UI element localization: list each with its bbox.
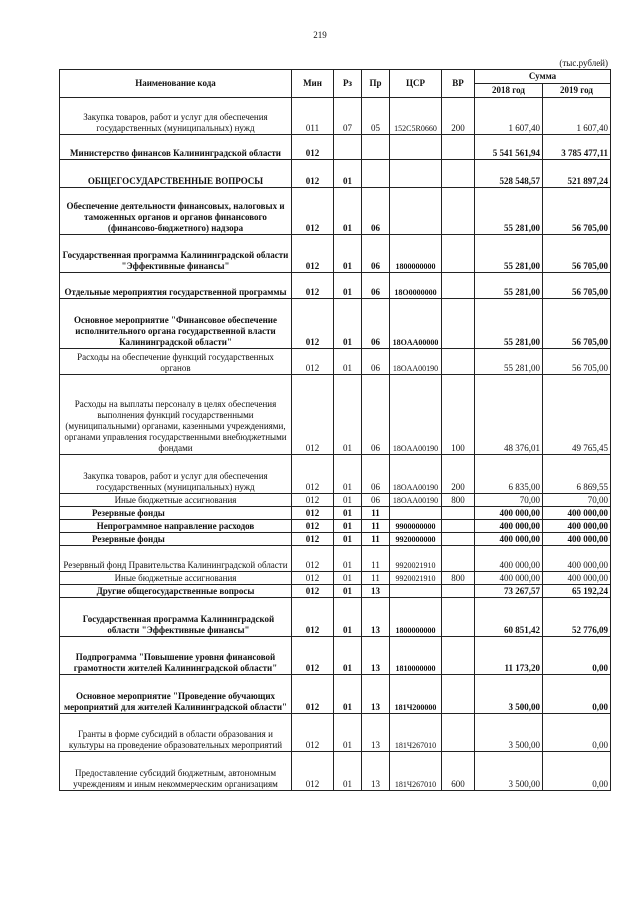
row-min: 012	[292, 299, 334, 349]
row-2019: 49 765,45	[543, 375, 611, 455]
row-name: Закупка товаров, работ и услуг для обеспечения государственных (муниципальных) нужд	[60, 98, 292, 135]
table-row	[60, 235, 611, 273]
row-min: 012	[292, 714, 334, 752]
row-2018: 400 000,00	[475, 520, 543, 533]
row-name: Непрограммное направление расходов	[60, 520, 292, 533]
row-2018: 3 500,00	[475, 752, 543, 791]
row-2019: 3 785 477,11	[543, 135, 611, 160]
row-min: 012	[292, 752, 334, 791]
row-2019: 400 000,00	[543, 546, 611, 572]
row-csr: 181Ч267010	[390, 752, 442, 791]
row-rz: 01	[334, 235, 362, 273]
row-name: Отдельные мероприятия государственной программы	[60, 273, 292, 299]
row-rz: 01	[334, 546, 362, 572]
row-csr: 9900000000	[390, 520, 442, 533]
table-row	[60, 135, 611, 160]
units-note: (тыс.рублей)	[559, 58, 608, 68]
row-csr: 1810000000	[390, 637, 442, 675]
row-vr: 600	[442, 752, 475, 791]
row-2018: 73 267,57	[475, 585, 543, 598]
row-pr: 13	[362, 598, 390, 637]
row-vr: 100	[442, 375, 475, 455]
row-rz: 01	[334, 520, 362, 533]
row-vr	[442, 714, 475, 752]
row-rz: 01	[334, 375, 362, 455]
row-2018: 55 281,00	[475, 299, 543, 349]
row-csr: 18OAA00190	[390, 375, 442, 455]
row-csr: 181Ч267010	[390, 714, 442, 752]
table-row	[60, 637, 611, 675]
row-pr: 13	[362, 637, 390, 675]
row-min: 012	[292, 546, 334, 572]
table-row	[60, 752, 611, 791]
table-row	[60, 455, 611, 494]
row-rz: 01	[334, 494, 362, 507]
row-pr: 06	[362, 299, 390, 349]
row-name: Расходы на обеспечение функций государственных органов	[60, 349, 292, 375]
row-csr: 1800000000	[390, 598, 442, 637]
row-pr: 06	[362, 273, 390, 299]
header-2019: 2019 год	[543, 84, 611, 98]
row-2018: 1 607,40	[475, 98, 543, 135]
row-2019: 56 705,00	[543, 188, 611, 235]
table-row	[60, 349, 611, 375]
row-min: 012	[292, 520, 334, 533]
row-2019: 56 705,00	[543, 349, 611, 375]
row-csr: 9920021910	[390, 546, 442, 572]
row-vr	[442, 349, 475, 375]
row-2019: 70,00	[543, 494, 611, 507]
row-csr: 152C5R0660	[390, 98, 442, 135]
row-rz: 01	[334, 598, 362, 637]
header-csr: ЦСР	[390, 70, 442, 98]
header-row	[60, 70, 611, 84]
budget-table	[59, 69, 611, 791]
row-2019: 56 705,00	[543, 235, 611, 273]
row-rz: 01	[334, 349, 362, 375]
row-csr: 18OAA00190	[390, 349, 442, 375]
row-rz: 01	[334, 752, 362, 791]
table-row	[60, 98, 611, 135]
row-csr	[390, 160, 442, 188]
row-csr	[390, 507, 442, 520]
table-row	[60, 188, 611, 235]
row-rz: 01	[334, 637, 362, 675]
row-2019: 400 000,00	[543, 572, 611, 585]
table-row	[60, 714, 611, 752]
header-sum: Сумма	[475, 70, 611, 84]
row-2018: 5 541 561,94	[475, 135, 543, 160]
row-vr	[442, 235, 475, 273]
row-pr: 06	[362, 235, 390, 273]
row-rz	[334, 135, 362, 160]
row-name: Гранты в форме субсидий в области образования и культуры на проведение образовательных мероприятий	[60, 714, 292, 752]
row-min: 012	[292, 585, 334, 598]
row-pr: 11	[362, 533, 390, 546]
row-name: Закупка товаров, работ и услуг для обеспечения государственных (муниципальных) нужд	[60, 455, 292, 494]
row-csr: 1800000000	[390, 235, 442, 273]
header-pr: Пр	[362, 70, 390, 98]
row-csr: 18O0000000	[390, 273, 442, 299]
row-name: Расходы на выплаты персоналу в целях обеспечения выполнения функций государственными (муниципальными) органами, казенными учреждениями, органами управления государственными внебюджетными фондами	[60, 375, 292, 455]
row-name: Резервные фонды	[60, 533, 292, 546]
row-name: ОБЩЕГОСУДАРСТВЕННЫЕ ВОПРОСЫ	[60, 160, 292, 188]
header-vr: ВР	[442, 70, 475, 98]
row-name: Резервный фонд Правительства Калининградской области	[60, 546, 292, 572]
row-name: Резервные фонды	[60, 507, 292, 520]
row-2019: 400 000,00	[543, 533, 611, 546]
row-rz: 01	[334, 188, 362, 235]
row-2018: 55 281,00	[475, 188, 543, 235]
row-2019: 52 776,09	[543, 598, 611, 637]
row-csr: 181Ч200000	[390, 675, 442, 714]
row-name: Обеспечение деятельности финансовых, налоговых и таможенных органов и органов финансового (финансово-бюджетного) надзора	[60, 188, 292, 235]
row-csr	[390, 188, 442, 235]
row-min: 012	[292, 494, 334, 507]
row-vr: 800	[442, 572, 475, 585]
row-pr: 13	[362, 714, 390, 752]
header-2018: 2018 год	[475, 84, 543, 98]
row-2018: 400 000,00	[475, 546, 543, 572]
row-pr: 06	[362, 455, 390, 494]
row-rz: 01	[334, 507, 362, 520]
row-2018: 55 281,00	[475, 273, 543, 299]
row-min: 012	[292, 188, 334, 235]
row-2019: 56 705,00	[543, 273, 611, 299]
row-min: 012	[292, 507, 334, 520]
table-row	[60, 585, 611, 598]
row-csr: 9920021910	[390, 572, 442, 585]
table-row	[60, 520, 611, 533]
row-2018: 55 281,00	[475, 349, 543, 375]
row-vr	[442, 585, 475, 598]
row-pr: 11	[362, 546, 390, 572]
row-name: Основное мероприятие "Проведение обучающих мероприятий для жителей Калининградской области"	[60, 675, 292, 714]
row-rz: 01	[334, 675, 362, 714]
row-vr	[442, 675, 475, 714]
row-vr	[442, 299, 475, 349]
row-pr: 11	[362, 507, 390, 520]
row-vr	[442, 546, 475, 572]
row-2019: 65 192,24	[543, 585, 611, 598]
row-min: 012	[292, 598, 334, 637]
row-min: 012	[292, 375, 334, 455]
row-vr: 200	[442, 455, 475, 494]
row-pr: 06	[362, 494, 390, 507]
row-vr	[442, 533, 475, 546]
row-vr	[442, 273, 475, 299]
row-2018: 70,00	[475, 494, 543, 507]
header-rz: Рз	[334, 70, 362, 98]
row-vr	[442, 160, 475, 188]
row-rz: 01	[334, 572, 362, 585]
row-2019: 56 705,00	[543, 299, 611, 349]
row-vr	[442, 520, 475, 533]
table-row	[60, 273, 611, 299]
row-2018: 55 281,00	[475, 235, 543, 273]
row-pr	[362, 135, 390, 160]
row-min: 012	[292, 160, 334, 188]
table-row	[60, 546, 611, 572]
row-rz: 01	[334, 160, 362, 188]
row-2019: 400 000,00	[543, 507, 611, 520]
row-2018: 528 548,57	[475, 160, 543, 188]
row-name: Другие общегосударственные вопросы	[60, 585, 292, 598]
row-pr: 06	[362, 349, 390, 375]
header-name: Наименование кода	[60, 70, 292, 98]
row-2018: 400 000,00	[475, 533, 543, 546]
row-rz: 01	[334, 455, 362, 494]
row-vr	[442, 188, 475, 235]
page-number: 219	[313, 30, 327, 40]
row-vr: 800	[442, 494, 475, 507]
row-csr	[390, 585, 442, 598]
row-min: 012	[292, 572, 334, 585]
table-row	[60, 533, 611, 546]
row-min: 012	[292, 637, 334, 675]
row-csr	[390, 135, 442, 160]
row-vr: 200	[442, 98, 475, 135]
row-2019: 0,00	[543, 637, 611, 675]
row-2018: 11 173,20	[475, 637, 543, 675]
row-pr: 06	[362, 375, 390, 455]
row-name: Государственная программа Калининградской области "Эффективные финансы"	[60, 235, 292, 273]
row-rz: 01	[334, 714, 362, 752]
table-row	[60, 598, 611, 637]
row-pr: 06	[362, 188, 390, 235]
row-2018: 48 376,01	[475, 375, 543, 455]
row-name: Иные бюджетные ассигнования	[60, 494, 292, 507]
row-min: 012	[292, 455, 334, 494]
row-2019: 521 897,24	[543, 160, 611, 188]
row-2019: 0,00	[543, 752, 611, 791]
row-2018: 3 500,00	[475, 675, 543, 714]
row-name: Предоставление субсидий бюджетным, автономным учреждениям и иным некоммерческим организациям	[60, 752, 292, 791]
row-2019: 6 869,55	[543, 455, 611, 494]
row-2018: 60 851,42	[475, 598, 543, 637]
table-row	[60, 299, 611, 349]
table-row	[60, 160, 611, 188]
row-rz: 01	[334, 533, 362, 546]
row-min: 012	[292, 235, 334, 273]
row-2018: 6 835,00	[475, 455, 543, 494]
row-pr	[362, 160, 390, 188]
row-min: 012	[292, 675, 334, 714]
row-pr: 13	[362, 752, 390, 791]
row-2019: 400 000,00	[543, 520, 611, 533]
row-name: Основное мероприятие "Финансовое обеспечение исполнительного органа государственной власти Калининградской области"	[60, 299, 292, 349]
table-row	[60, 507, 611, 520]
row-2019: 0,00	[543, 675, 611, 714]
row-pr: 05	[362, 98, 390, 135]
table-row	[60, 675, 611, 714]
row-min: 012	[292, 135, 334, 160]
table-row	[60, 572, 611, 585]
row-vr	[442, 507, 475, 520]
row-min: 011	[292, 98, 334, 135]
row-pr: 11	[362, 572, 390, 585]
row-min: 012	[292, 349, 334, 375]
row-vr	[442, 637, 475, 675]
row-name: Министерство финансов Калининградской области	[60, 135, 292, 160]
row-2018: 400 000,00	[475, 507, 543, 520]
row-pr: 11	[362, 520, 390, 533]
row-name: Подпрограмма "Повышение уровня финансовой грамотности жителей Калининградской области"	[60, 637, 292, 675]
row-csr: 18OAA00190	[390, 455, 442, 494]
row-name: Государственная программа Калининградской области "Эффективные финансы"	[60, 598, 292, 637]
row-rz: 01	[334, 585, 362, 598]
row-min: 012	[292, 533, 334, 546]
row-csr: 9920000000	[390, 533, 442, 546]
row-2018: 400 000,00	[475, 572, 543, 585]
row-csr: 18OAA00000	[390, 299, 442, 349]
row-vr	[442, 598, 475, 637]
row-rz: 01	[334, 273, 362, 299]
row-min: 012	[292, 273, 334, 299]
table-row	[60, 494, 611, 507]
row-2018: 3 500,00	[475, 714, 543, 752]
table-row	[60, 375, 611, 455]
row-pr: 13	[362, 585, 390, 598]
header-min: Мин	[292, 70, 334, 98]
row-rz: 07	[334, 98, 362, 135]
row-pr: 13	[362, 675, 390, 714]
row-2019: 1 607,40	[543, 98, 611, 135]
row-csr: 18OAA00190	[390, 494, 442, 507]
row-name: Иные бюджетные ассигнования	[60, 572, 292, 585]
row-rz: 01	[334, 299, 362, 349]
row-vr	[442, 135, 475, 160]
row-2019: 0,00	[543, 714, 611, 752]
